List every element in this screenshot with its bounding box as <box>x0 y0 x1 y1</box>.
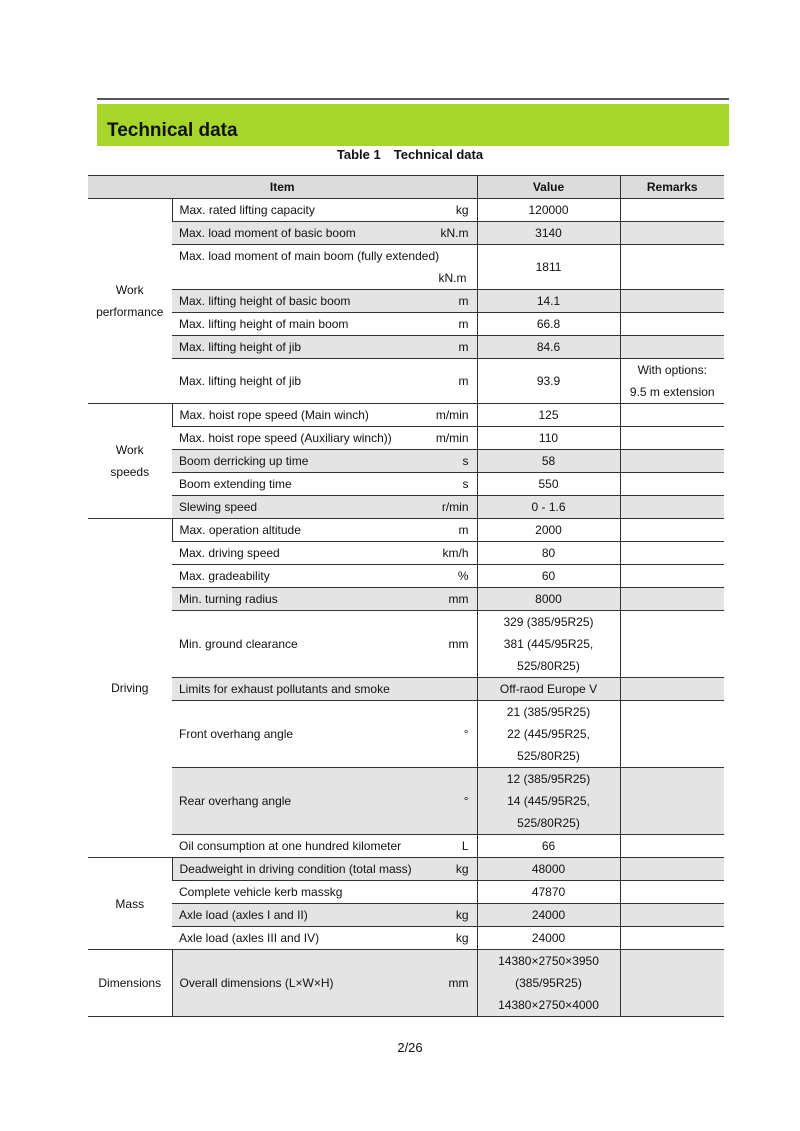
value-cell <box>477 336 620 359</box>
value-cell <box>477 245 620 290</box>
value-cell <box>477 542 620 565</box>
value-line: 2000 <box>535 523 562 537</box>
value-line: 66 <box>541 839 556 853</box>
table-header-row <box>88 176 724 199</box>
item-cell <box>172 519 477 542</box>
item-unit: ° <box>463 794 469 808</box>
value-cell <box>477 404 620 427</box>
item-label: Min. ground clearance <box>179 637 298 651</box>
item-label: Complete vehicle kerb masskg <box>179 885 343 899</box>
item-unit: mm <box>448 976 469 990</box>
value-cell <box>477 450 620 473</box>
item-unit: kg <box>455 862 469 876</box>
value-line: 22 (445/95R25, <box>507 727 590 741</box>
value-cell <box>477 835 620 858</box>
group-label <box>88 858 172 950</box>
item-cell <box>172 359 477 404</box>
table-row <box>88 199 724 222</box>
value-line: 24000 <box>531 908 566 922</box>
value-line: 84.6 <box>536 340 561 354</box>
remarks-cell <box>620 950 724 1017</box>
value-line: 125 <box>538 408 559 422</box>
remarks-cell <box>620 927 724 950</box>
remarks-cell <box>620 336 724 359</box>
item-cell <box>172 496 477 519</box>
value-line: 47870 <box>531 885 566 899</box>
item-cell <box>172 588 477 611</box>
table-row <box>88 519 724 542</box>
value-line: 0 - 1.6 <box>531 500 566 514</box>
item-unit: kg <box>455 203 469 217</box>
item-label: Axle load (axles I and II) <box>179 908 308 922</box>
table-row <box>88 858 724 881</box>
item-cell <box>172 701 477 768</box>
item-label: Max. hoist rope speed (Auxiliary winch)) <box>179 431 392 445</box>
header-item: Item <box>88 176 477 199</box>
value-line: 8000 <box>535 592 562 606</box>
item-cell <box>172 835 477 858</box>
item-unit: kg <box>455 908 469 922</box>
group-label <box>88 404 172 519</box>
table-row <box>88 678 724 701</box>
value-line: 3140 <box>535 226 562 240</box>
value-cell <box>477 222 620 245</box>
value-cell <box>477 611 620 678</box>
value-cell <box>477 588 620 611</box>
item-cell <box>172 565 477 588</box>
item-label: Max. lifting height of basic boom <box>179 294 351 308</box>
item-unit: m <box>458 294 469 308</box>
table-row <box>88 427 724 450</box>
value-cell <box>477 427 620 450</box>
table-row <box>88 701 724 768</box>
header-value: Value <box>477 176 620 199</box>
table-row <box>88 835 724 858</box>
item-cell <box>172 199 477 222</box>
item-unit: m <box>458 317 469 331</box>
item-unit: s <box>462 454 469 468</box>
remarks-cell <box>620 881 724 904</box>
item-cell <box>172 290 477 313</box>
value-cell <box>477 858 620 881</box>
table-row <box>88 336 724 359</box>
item-cell <box>172 222 477 245</box>
item-unit: r/min <box>441 500 469 514</box>
remarks-cell <box>620 473 724 496</box>
item-label: Overall dimensions (L×W×H) <box>179 976 334 990</box>
remarks-cell <box>620 904 724 927</box>
item-cell <box>172 611 477 678</box>
item-unit: ° <box>463 727 469 741</box>
value-cell <box>477 359 620 404</box>
item-cell <box>172 927 477 950</box>
value-cell <box>477 565 620 588</box>
table-row <box>88 904 724 927</box>
table-row <box>88 950 724 1017</box>
item-cell <box>172 404 477 427</box>
value-line: 1811 <box>535 260 562 274</box>
value-cell <box>477 199 620 222</box>
remarks-cell <box>620 450 724 473</box>
section-banner <box>97 104 729 146</box>
item-unit: kN.m <box>440 226 469 240</box>
item-label: Max. hoist rope speed (Main winch) <box>179 408 369 422</box>
remark-line: With options: <box>637 363 707 377</box>
group-label-line: Driving <box>111 681 149 695</box>
item-unit: % <box>457 569 469 583</box>
item-cell <box>172 858 477 881</box>
value-cell <box>477 701 620 768</box>
section-title: Technical data <box>107 120 238 141</box>
item-label: Axle load (axles III and IV) <box>179 931 320 945</box>
table-row <box>88 290 724 313</box>
group-label-line: speeds <box>110 465 150 479</box>
group-label <box>88 199 172 404</box>
value-line: 14.1 <box>536 294 561 308</box>
table-row <box>88 611 724 678</box>
item-label: Boom extending time <box>179 477 292 491</box>
value-line: 525/80R25) <box>517 816 580 830</box>
remarks-cell <box>620 290 724 313</box>
item-cell <box>172 768 477 835</box>
item-unit: L <box>461 839 469 853</box>
group-label-line: Work <box>115 443 144 457</box>
value-cell <box>477 768 620 835</box>
table-caption: Table 1 Technical data <box>336 147 484 162</box>
value-line: 48000 <box>531 862 566 876</box>
value-cell <box>477 678 620 701</box>
top-rule <box>97 98 729 100</box>
item-unit: mm <box>448 637 469 651</box>
value-line: 60 <box>541 569 556 583</box>
remarks-cell <box>620 222 724 245</box>
item-unit: mm <box>448 592 469 606</box>
item-unit: m <box>458 340 469 354</box>
remarks-cell <box>620 565 724 588</box>
table-row <box>88 222 724 245</box>
value-cell <box>477 473 620 496</box>
table-row <box>88 881 724 904</box>
value-line: 12 (385/95R25) <box>506 772 591 786</box>
group-label-line: Dimensions <box>98 976 162 990</box>
item-label: Min. turning radius <box>179 592 278 606</box>
value-cell <box>477 290 620 313</box>
item-cell <box>172 313 477 336</box>
item-cell <box>172 336 477 359</box>
item-cell <box>172 473 477 496</box>
table-row <box>88 588 724 611</box>
group-label-line: performance <box>96 305 164 319</box>
item-cell <box>172 245 477 290</box>
remarks-cell <box>620 496 724 519</box>
item-label: Rear overhang angle <box>179 794 292 808</box>
item-label: Max. driving speed <box>179 546 280 560</box>
item-unit: s <box>462 477 469 491</box>
table-row <box>88 473 724 496</box>
value-cell <box>477 519 620 542</box>
group-label <box>88 519 172 858</box>
item-cell <box>172 881 477 904</box>
group-label-line: Work <box>115 283 144 297</box>
group-label <box>88 950 172 1017</box>
remarks-cell <box>620 199 724 222</box>
table-row <box>88 404 724 427</box>
table-row <box>88 496 724 519</box>
value-line: 525/80R25) <box>517 749 580 763</box>
table-row <box>88 313 724 336</box>
remarks-cell <box>620 701 724 768</box>
item-label: Max. operation altitude <box>179 523 301 537</box>
value-cell <box>477 927 620 950</box>
item-label: Slewing speed <box>179 500 258 514</box>
item-label: Max. load moment of main boom (fully extended) <box>179 249 440 263</box>
page-number: 2/26 <box>397 1040 423 1055</box>
value-cell <box>477 950 620 1017</box>
item-label: Oil consumption at one hundred kilometer <box>179 839 402 853</box>
value-line: (385/95R25) <box>515 976 582 990</box>
value-line: 21 (385/95R25) <box>506 705 591 719</box>
item-label: Boom derricking up time <box>179 454 309 468</box>
item-cell <box>172 678 477 701</box>
value-cell <box>477 881 620 904</box>
item-label: Max. rated lifting capacity <box>179 203 315 217</box>
item-unit: kg <box>455 931 469 945</box>
value-line: 110 <box>538 431 559 445</box>
technical-data-table <box>88 175 724 1017</box>
value-line: 525/80R25) <box>517 659 580 673</box>
remarks-cell <box>620 678 724 701</box>
item-unit: m <box>458 523 469 537</box>
remarks-cell <box>620 519 724 542</box>
item-cell <box>172 542 477 565</box>
remarks-cell <box>620 359 724 404</box>
item-label: Max. lifting height of jib <box>179 340 302 354</box>
group-label-line: Mass <box>115 896 145 911</box>
table-row <box>88 768 724 835</box>
table-row <box>88 359 724 404</box>
item-unit: kN.m <box>438 271 467 285</box>
value-line: 329 (385/95R25) <box>503 615 594 629</box>
item-label: Front overhang angle <box>179 727 294 741</box>
table-row <box>88 565 724 588</box>
remarks-cell <box>620 542 724 565</box>
table-row <box>88 542 724 565</box>
value-line: 120000 <box>528 203 569 217</box>
value-line: 66.8 <box>536 317 561 331</box>
item-label: Max. gradeability <box>179 569 270 583</box>
value-line: Off-raod Europe V <box>499 682 598 696</box>
table-row <box>88 245 724 290</box>
remarks-cell <box>620 768 724 835</box>
value-line: 58 <box>541 454 556 468</box>
item-label: Deadweight in driving condition (total mass) <box>179 862 412 876</box>
item-label: Max. lifting height of jib <box>179 374 302 388</box>
value-line: 24000 <box>531 931 566 945</box>
item-unit: km/h <box>442 546 469 560</box>
header-remarks: Remarks <box>620 176 724 199</box>
table-body <box>88 199 724 1017</box>
item-unit: m <box>458 374 469 388</box>
value-cell <box>477 904 620 927</box>
value-line: 381 (445/95R25, <box>503 637 594 651</box>
remarks-cell <box>620 611 724 678</box>
table-row <box>88 927 724 950</box>
value-line: 14 (445/95R25, <box>507 794 590 808</box>
remarks-cell <box>620 858 724 881</box>
value-line: 93.9 <box>536 374 561 388</box>
item-cell <box>172 904 477 927</box>
remarks-cell <box>620 245 724 290</box>
value-cell <box>477 496 620 519</box>
remarks-cell <box>620 404 724 427</box>
item-label: Limits for exhaust pollutants and smoke <box>179 682 390 696</box>
remarks-cell <box>620 835 724 858</box>
value-line: 550 <box>538 477 559 491</box>
remark-line: 9.5 m extension <box>629 385 715 399</box>
remarks-cell <box>620 313 724 336</box>
value-line: 14380×2750×4000 <box>498 998 599 1012</box>
value-line: 14380×2750×3950 <box>498 954 599 968</box>
item-label: Max. lifting height of main boom <box>179 317 349 331</box>
item-cell <box>172 427 477 450</box>
item-cell <box>172 450 477 473</box>
table-row <box>88 450 724 473</box>
value-line: 80 <box>541 546 556 560</box>
item-unit: m/min <box>435 431 469 445</box>
item-unit: m/min <box>435 408 469 422</box>
item-label: Max. load moment of basic boom <box>179 226 356 240</box>
remarks-cell <box>620 427 724 450</box>
value-cell <box>477 313 620 336</box>
remarks-cell <box>620 588 724 611</box>
item-cell <box>172 950 477 1017</box>
